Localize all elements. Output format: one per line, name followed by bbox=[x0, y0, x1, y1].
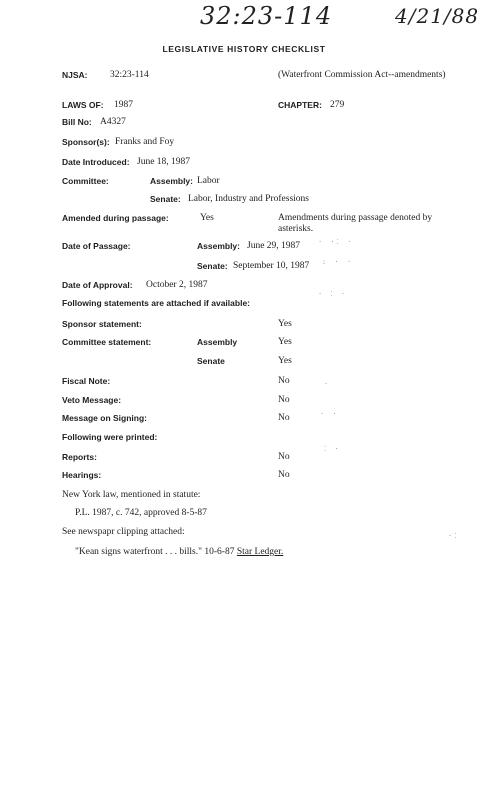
reports-value: No bbox=[278, 452, 290, 462]
hearings-label: Hearings: bbox=[62, 470, 102, 480]
date-of-passage-label: Date of Passage: bbox=[62, 241, 131, 251]
scan-speck: · · bbox=[320, 410, 339, 418]
njsa-label: NJSA: bbox=[62, 70, 88, 80]
sponsors-value: Franks and Foy bbox=[115, 137, 175, 147]
committee-label: Committee: bbox=[62, 176, 109, 186]
scan-speck: · ·⁚ · bbox=[318, 238, 354, 246]
handwritten-date: 4/21/88 bbox=[395, 4, 480, 28]
bill-no-label: Bill No: bbox=[62, 117, 92, 127]
page-title: LEGISLATIVE HISTORY CHECKLIST bbox=[162, 44, 326, 54]
committee-statement-label: Committee statement: bbox=[62, 337, 152, 347]
committee-assembly-value: Labor bbox=[197, 176, 220, 186]
bill-no-value: A4327 bbox=[100, 117, 126, 127]
passage-assembly-label: Assembly: bbox=[197, 241, 240, 251]
date-of-approval-label: Date of Approval: bbox=[62, 280, 133, 290]
committee-senate-value: Labor, Industry and Professions bbox=[188, 194, 309, 204]
fiscal-note-label: Fiscal Note: bbox=[62, 376, 111, 386]
clipping-label: See newspapr clipping attached: bbox=[62, 527, 185, 537]
committee-statement-assembly-label: Assembly bbox=[197, 337, 238, 347]
scan-speck: · ⁚ · bbox=[318, 290, 348, 298]
scan-speck: ·⁚ bbox=[448, 532, 459, 540]
laws-of-label: LAWS OF: bbox=[62, 100, 104, 110]
veto-message-value: No bbox=[278, 395, 290, 405]
scan-speck: · bbox=[324, 380, 331, 388]
committee-statement-senate-value: Yes bbox=[278, 356, 292, 366]
njsa-note: (Waterfront Commission Act--amendments) bbox=[278, 70, 446, 80]
clipping-source: Star Ledger. bbox=[236, 547, 284, 557]
sponsors-label: Sponsor(s): bbox=[62, 137, 110, 147]
following-attached-heading: Following statements are attached if available: bbox=[62, 298, 250, 308]
handwritten-number: 32:23-114 bbox=[200, 2, 333, 30]
passage-senate-value: September 10, 1987 bbox=[233, 261, 310, 271]
passage-assembly-value: June 29, 1987 bbox=[247, 241, 301, 251]
scan-speck: ⁚ · bbox=[324, 445, 341, 453]
sponsor-statement-value: Yes bbox=[278, 319, 292, 329]
message-on-signing-value: No bbox=[278, 413, 290, 423]
ny-law-label: New York law, mentioned in statute: bbox=[62, 490, 201, 500]
committee-assembly-label: Assembly: bbox=[150, 176, 193, 186]
date-of-approval-value: October 2, 1987 bbox=[146, 280, 208, 290]
chapter-value: 279 bbox=[330, 100, 345, 110]
scan-speck: : · · bbox=[322, 258, 354, 266]
date-introduced-value: June 18, 1987 bbox=[137, 157, 191, 167]
fiscal-note-value: No bbox=[278, 376, 290, 386]
following-printed-heading: Following were printed: bbox=[62, 432, 158, 442]
chapter-label: CHAPTER: bbox=[278, 100, 322, 110]
committee-statement-senate-label: Senate bbox=[197, 356, 225, 366]
passage-senate-label: Senate: bbox=[197, 261, 228, 271]
njsa-value: 32:23-114 bbox=[110, 70, 149, 80]
laws-of-value: 1987 bbox=[114, 100, 133, 110]
amended-label: Amended during passage: bbox=[62, 213, 169, 223]
amended-value: Yes bbox=[200, 213, 214, 223]
date-introduced-label: Date Introduced: bbox=[62, 157, 130, 167]
clipping-quote: "Kean signs waterfront . . . bills." 10-6-87 bbox=[75, 547, 235, 557]
committee-statement-assembly-value: Yes bbox=[278, 337, 292, 347]
reports-label: Reports: bbox=[62, 452, 97, 462]
ny-law-value: P.L. 1987, c. 742, approved 8-5-87 bbox=[75, 508, 207, 518]
veto-message-label: Veto Message: bbox=[62, 395, 122, 405]
committee-senate-label: Senate: bbox=[150, 194, 181, 204]
sponsor-statement-label: Sponsor statement: bbox=[62, 319, 142, 329]
hearings-value: No bbox=[278, 470, 290, 480]
clipping-citation bbox=[75, 547, 283, 557]
message-on-signing-label: Message on Signing: bbox=[62, 413, 148, 423]
amended-note: Amendments during passage denoted by asterisks. bbox=[278, 213, 433, 234]
